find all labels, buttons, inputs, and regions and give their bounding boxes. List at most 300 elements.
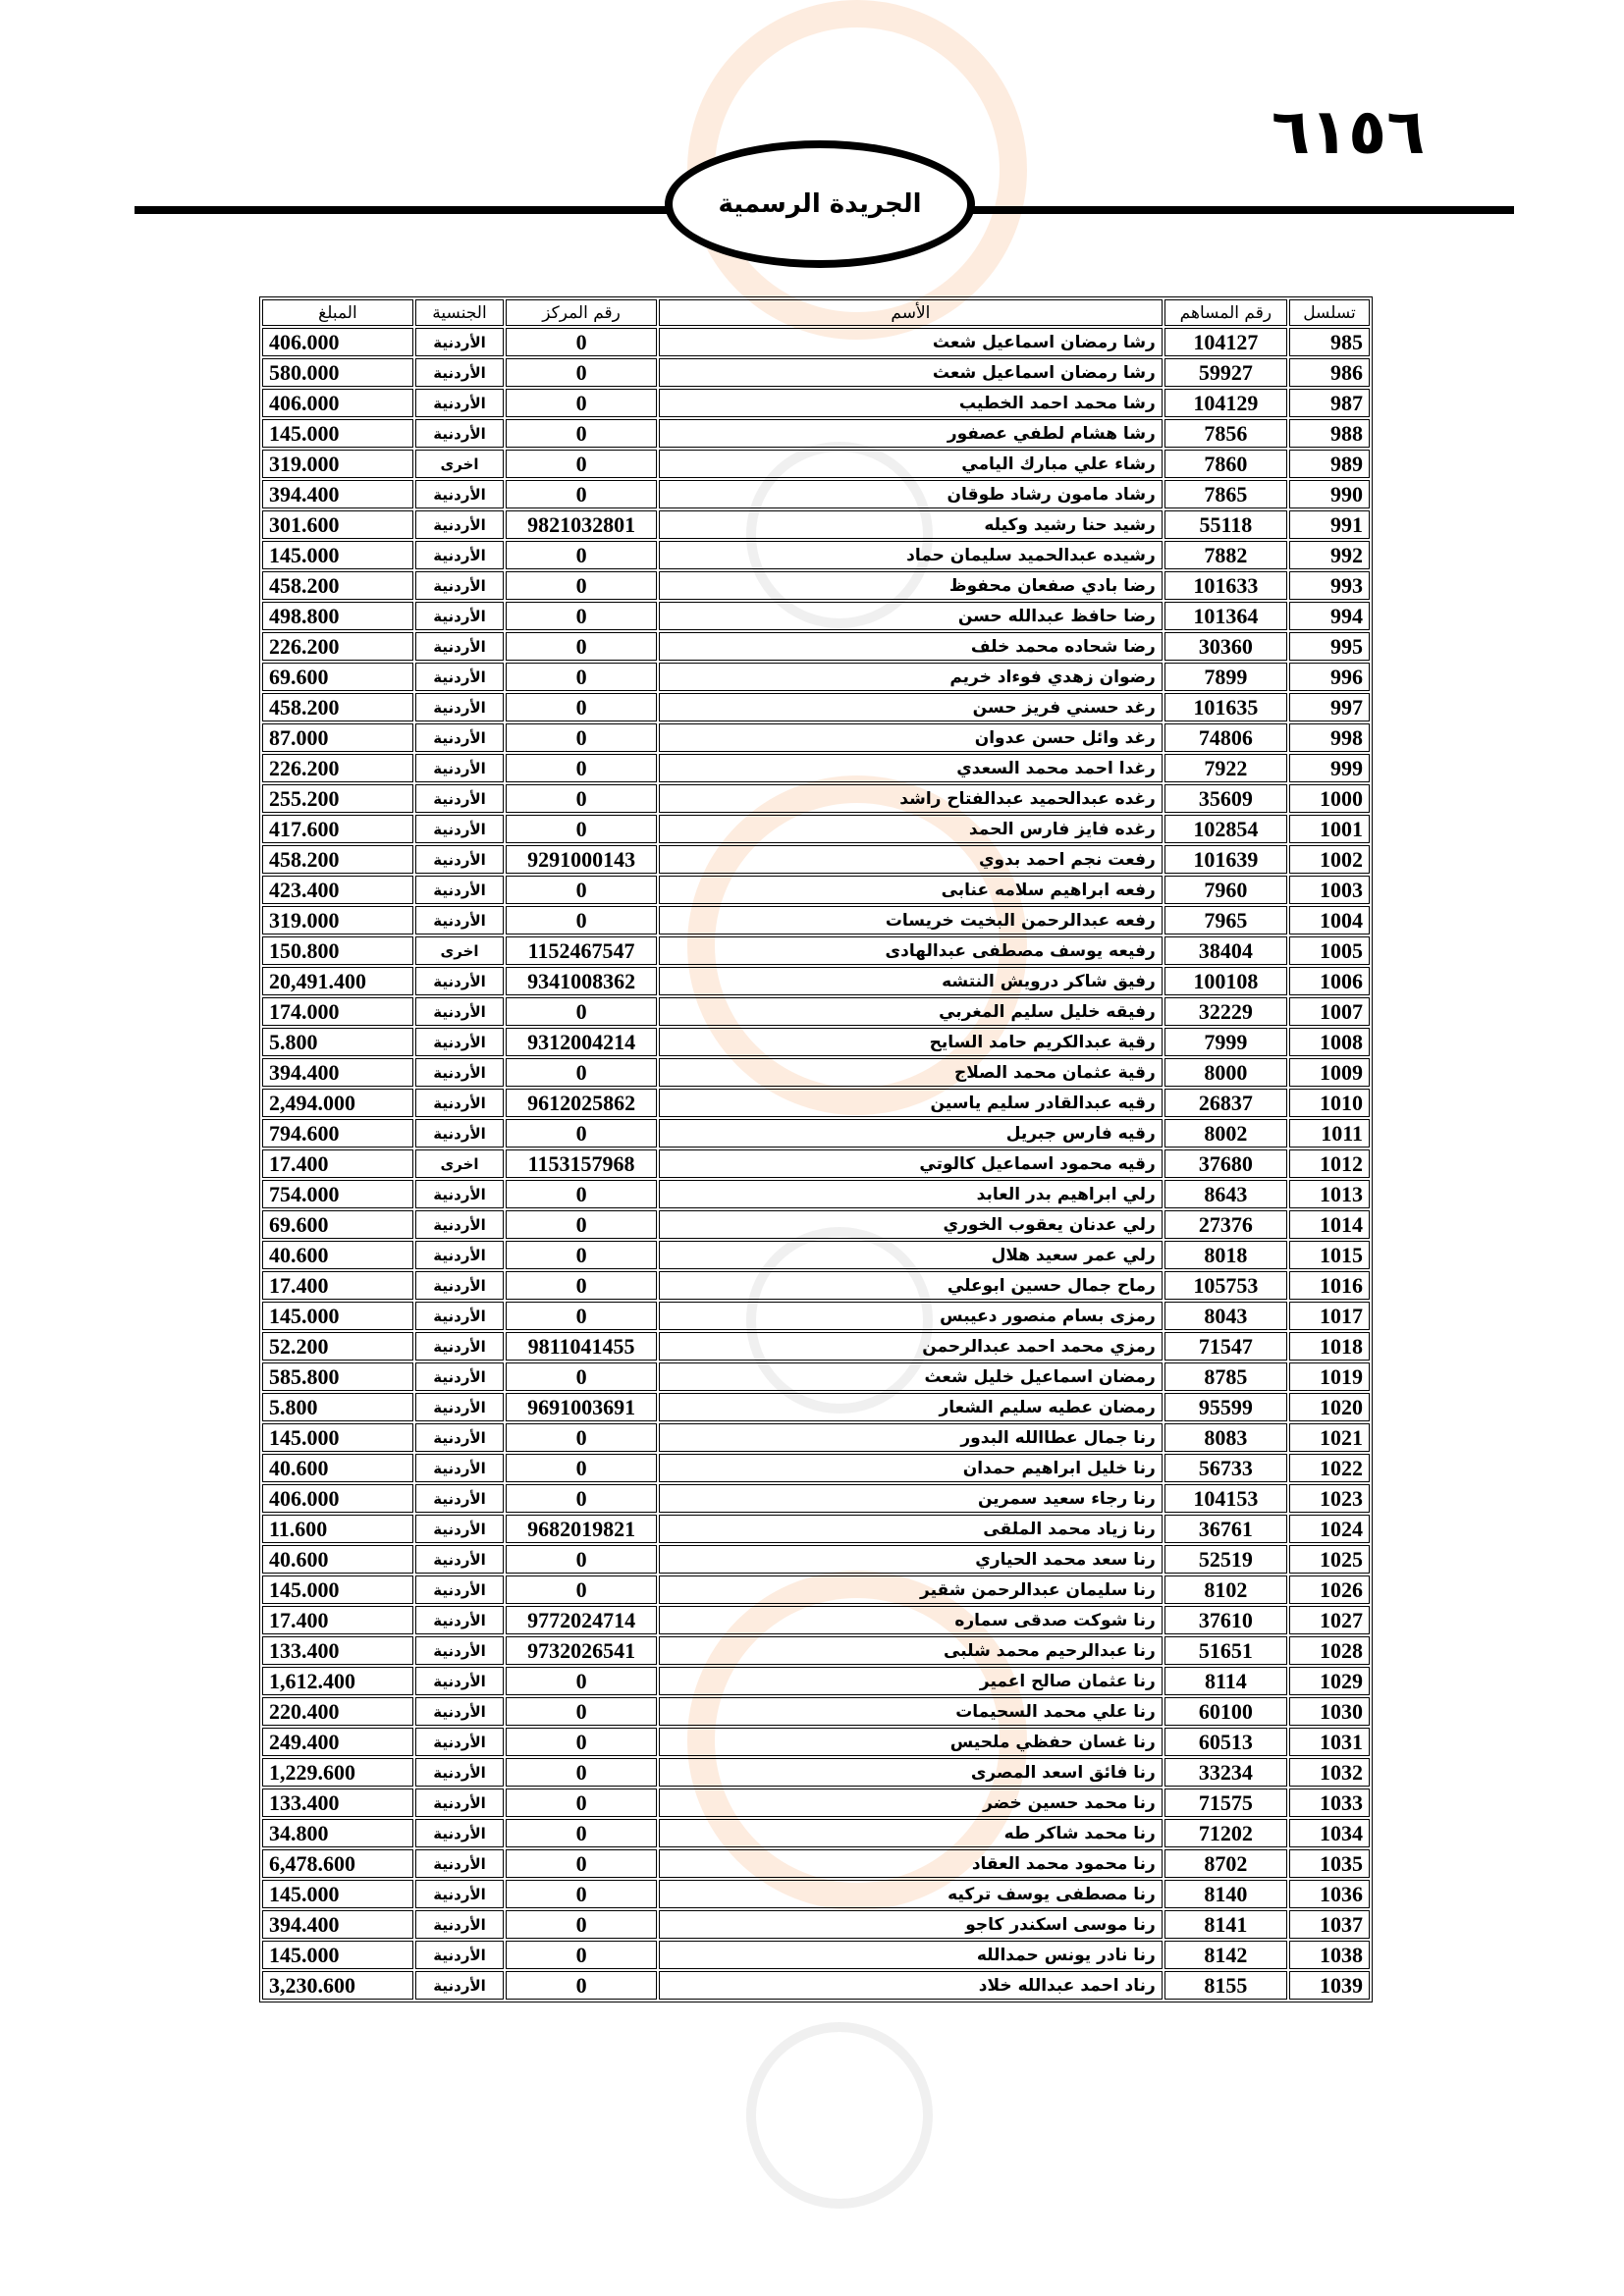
table-row	[262, 1575, 1370, 1604]
shareholder-number-cell: 7960	[1164, 876, 1287, 904]
name-cell: رناد احمد عبدالله خلاد	[659, 1971, 1163, 2000]
center-number-cell: 0	[506, 1302, 657, 1330]
shareholder-number-cell: 104127	[1164, 328, 1287, 356]
nationality-cell: الأردنية	[415, 632, 504, 661]
amount-cell: 40.600	[262, 1454, 413, 1482]
center-number-cell: 0	[506, 358, 657, 387]
shareholder-number-cell: 102854	[1164, 815, 1287, 843]
serial-cell: 1002	[1289, 845, 1370, 874]
center-number-cell: 9772024714	[506, 1606, 657, 1634]
serial-cell: 985	[1289, 328, 1370, 356]
name-cell: رضا حافظ عبدالله حسن	[659, 602, 1163, 630]
center-number-cell: 0	[506, 450, 657, 478]
shareholder-number-cell: 104153	[1164, 1484, 1287, 1513]
serial-cell: 1006	[1289, 967, 1370, 995]
amount-cell: 220.400	[262, 1697, 413, 1726]
amount-cell: 17.400	[262, 1271, 413, 1300]
nationality-cell: الأردنية	[415, 389, 504, 417]
nationality-cell: الأردنية	[415, 1667, 504, 1695]
serial-cell: 1015	[1289, 1241, 1370, 1269]
nationality-cell: الأردنية	[415, 754, 504, 782]
name-cell: رنا مصطفى يوسف تركيه	[659, 1880, 1163, 1908]
name-cell: رمضان اسماعيل خليل شعث	[659, 1362, 1163, 1391]
serial-cell: 986	[1289, 358, 1370, 387]
nationality-cell: الأردنية	[415, 480, 504, 508]
serial-cell: 992	[1289, 541, 1370, 569]
serial-cell: 1011	[1289, 1119, 1370, 1148]
table-row	[262, 1028, 1370, 1056]
name-cell: رفعه ابراهيم سلامه عنابى	[659, 876, 1163, 904]
shareholder-number-cell: 7922	[1164, 754, 1287, 782]
amount-cell: 145.000	[262, 1941, 413, 1969]
table-row	[262, 1149, 1370, 1178]
nationality-cell: الأردنية	[415, 845, 504, 874]
name-cell: رشيده عبدالحميد سليمان حماد	[659, 541, 1163, 569]
shareholder-number-cell: 71202	[1164, 1819, 1287, 1847]
shareholder-number-cell: 33234	[1164, 1758, 1287, 1787]
serial-cell: 1018	[1289, 1332, 1370, 1361]
table-row	[262, 1819, 1370, 1847]
amount-cell: 11.600	[262, 1515, 413, 1543]
shareholder-number-cell: 8142	[1164, 1941, 1287, 1969]
name-cell: رلي عمر سعيد هلال	[659, 1241, 1163, 1269]
center-number-cell: 9732026541	[506, 1636, 657, 1665]
shareholder-number-cell: 7865	[1164, 480, 1287, 508]
nationality-cell: الأردنية	[415, 328, 504, 356]
amount-cell: 145.000	[262, 541, 413, 569]
table-row	[262, 663, 1370, 691]
table-row	[262, 328, 1370, 356]
amount-cell: 458.200	[262, 571, 413, 600]
center-number-cell: 0	[506, 1880, 657, 1908]
name-cell: رلي عدنان يعقوب الخوري	[659, 1210, 1163, 1239]
serial-cell: 1029	[1289, 1667, 1370, 1695]
name-cell: رنا محمد حسين خضر	[659, 1789, 1163, 1817]
shareholders-table	[259, 296, 1373, 2002]
nationality-cell: الأردنية	[415, 784, 504, 813]
shareholder-number-cell: 101635	[1164, 693, 1287, 721]
table-row	[262, 754, 1370, 782]
serial-cell: 1026	[1289, 1575, 1370, 1604]
center-number-cell: 0	[506, 1667, 657, 1695]
table-row	[262, 1971, 1370, 2000]
center-number-cell: 9291000143	[506, 845, 657, 874]
name-cell: رغد حسني فريز حسن	[659, 693, 1163, 721]
table-row	[262, 1058, 1370, 1087]
center-number-cell: 0	[506, 1575, 657, 1604]
serial-cell: 1035	[1289, 1849, 1370, 1878]
nationality-cell: الأردنية	[415, 1362, 504, 1391]
shareholder-number-cell: 36761	[1164, 1515, 1287, 1543]
shareholder-number-cell: 7882	[1164, 541, 1287, 569]
name-cell: رفيق شاكر درويش النتشه	[659, 967, 1163, 995]
masthead-title: الجريدة الرسمية	[718, 189, 922, 219]
shareholder-number-cell: 35609	[1164, 784, 1287, 813]
amount-cell: 249.400	[262, 1728, 413, 1756]
serial-cell: 1012	[1289, 1149, 1370, 1178]
center-number-cell: 0	[506, 1484, 657, 1513]
shareholder-number-cell: 7965	[1164, 906, 1287, 934]
table-row	[262, 419, 1370, 448]
amount-cell: 255.200	[262, 784, 413, 813]
center-number-cell: 0	[506, 1545, 657, 1574]
nationality-cell: الأردنية	[415, 1210, 504, 1239]
shareholder-number-cell: 8083	[1164, 1423, 1287, 1452]
shareholder-number-cell: 8002	[1164, 1119, 1287, 1148]
nationality-cell: الأردنية	[415, 1423, 504, 1452]
amount-cell: 6,478.600	[262, 1849, 413, 1878]
name-cell: رقيه فارس جبريل	[659, 1119, 1163, 1148]
table-row	[262, 1758, 1370, 1787]
nationality-cell: الأردنية	[415, 906, 504, 934]
center-number-cell: 0	[506, 571, 657, 600]
table-row	[262, 1849, 1370, 1878]
nationality-cell: الأردنية	[415, 1575, 504, 1604]
shareholder-number-cell: 8702	[1164, 1849, 1287, 1878]
center-number-cell: 0	[506, 723, 657, 752]
shareholder-number-cell: 101633	[1164, 571, 1287, 600]
table-row	[262, 1180, 1370, 1208]
amount-cell: 145.000	[262, 1575, 413, 1604]
table-row	[262, 510, 1370, 539]
amount-cell: 87.000	[262, 723, 413, 752]
col-header-nationality: الجنسية	[415, 299, 504, 326]
table-row	[262, 1119, 1370, 1148]
shareholder-number-cell: 95599	[1164, 1393, 1287, 1421]
center-number-cell: 0	[506, 1728, 657, 1756]
nationality-cell: اخرى	[415, 1149, 504, 1178]
center-number-cell: 0	[506, 1454, 657, 1482]
table-row	[262, 1910, 1370, 1939]
nationality-cell: اخرى	[415, 450, 504, 478]
table-row	[262, 1515, 1370, 1543]
center-number-cell: 0	[506, 1180, 657, 1208]
shareholder-number-cell: 7999	[1164, 1028, 1287, 1056]
amount-cell: 5.800	[262, 1393, 413, 1421]
col-header-name: الأسم	[659, 299, 1163, 326]
nationality-cell: الأردنية	[415, 358, 504, 387]
nationality-cell: الأردنية	[415, 1849, 504, 1878]
shareholder-number-cell: 30360	[1164, 632, 1287, 661]
serial-cell: 1027	[1289, 1606, 1370, 1634]
nationality-cell: الأردنية	[415, 693, 504, 721]
amount-cell: 794.600	[262, 1119, 413, 1148]
amount-cell: 406.000	[262, 389, 413, 417]
table-row	[262, 784, 1370, 813]
serial-cell: 993	[1289, 571, 1370, 600]
shareholder-number-cell: 32229	[1164, 997, 1287, 1026]
table-row	[262, 480, 1370, 508]
amount-cell: 301.600	[262, 510, 413, 539]
nationality-cell: الأردنية	[415, 1789, 504, 1817]
center-number-cell: 0	[506, 389, 657, 417]
table-row	[262, 1697, 1370, 1726]
shareholder-number-cell: 100108	[1164, 967, 1287, 995]
shareholder-number-cell: 8140	[1164, 1880, 1287, 1908]
amount-cell: 754.000	[262, 1180, 413, 1208]
serial-cell: 1037	[1289, 1910, 1370, 1939]
serial-cell: 1024	[1289, 1515, 1370, 1543]
serial-cell: 1005	[1289, 936, 1370, 965]
name-cell: رغد وائل حسن عدوان	[659, 723, 1163, 752]
name-cell: رشاء علي مبارك اليامي	[659, 450, 1163, 478]
table-row	[262, 815, 1370, 843]
nationality-cell: الأردنية	[415, 1728, 504, 1756]
name-cell: رنا سعد محمد الحياري	[659, 1545, 1163, 1574]
center-number-cell: 0	[506, 1941, 657, 1969]
amount-cell: 17.400	[262, 1149, 413, 1178]
shareholder-number-cell: 8114	[1164, 1667, 1287, 1695]
name-cell: رغدا احمد محمد السعدي	[659, 754, 1163, 782]
name-cell: رضا شحاده محمد خلف	[659, 632, 1163, 661]
nationality-cell: الأردنية	[415, 419, 504, 448]
name-cell: رضا بادي صفعان محفوظ	[659, 571, 1163, 600]
shareholder-number-cell: 27376	[1164, 1210, 1287, 1239]
amount-cell: 145.000	[262, 1423, 413, 1452]
serial-cell: 998	[1289, 723, 1370, 752]
table-row	[262, 450, 1370, 478]
serial-cell: 988	[1289, 419, 1370, 448]
center-number-cell: 0	[506, 1241, 657, 1269]
amount-cell: 145.000	[262, 1302, 413, 1330]
serial-cell: 1013	[1289, 1180, 1370, 1208]
nationality-cell: الأردنية	[415, 1089, 504, 1117]
shareholder-number-cell: 52519	[1164, 1545, 1287, 1574]
center-number-cell: 0	[506, 754, 657, 782]
serial-cell: 1004	[1289, 906, 1370, 934]
table-row	[262, 389, 1370, 417]
nationality-cell: الأردنية	[415, 876, 504, 904]
col-header-shareholder-number: رقم المساهم	[1164, 299, 1287, 326]
nationality-cell: الأردنية	[415, 967, 504, 995]
table-row	[262, 358, 1370, 387]
serial-cell: 996	[1289, 663, 1370, 691]
center-number-cell: 0	[506, 906, 657, 934]
nationality-cell: الأردنية	[415, 1302, 504, 1330]
table-row	[262, 1271, 1370, 1300]
amount-cell: 145.000	[262, 419, 413, 448]
masthead-ellipse	[665, 140, 975, 268]
name-cell: رشا محمد احمد الخطيب	[659, 389, 1163, 417]
serial-cell: 1036	[1289, 1880, 1370, 1908]
table-row	[262, 1880, 1370, 1908]
serial-cell: 1022	[1289, 1454, 1370, 1482]
center-number-cell: 9612025862	[506, 1089, 657, 1117]
center-number-cell: 0	[506, 997, 657, 1026]
amount-cell: 226.200	[262, 754, 413, 782]
name-cell: رفيعه يوسف مصطفى عبدالهادى	[659, 936, 1163, 965]
serial-cell: 1001	[1289, 815, 1370, 843]
shareholder-number-cell: 7899	[1164, 663, 1287, 691]
serial-cell: 1031	[1289, 1728, 1370, 1756]
table-row	[262, 1332, 1370, 1361]
table-row	[262, 1728, 1370, 1756]
amount-cell: 2,494.000	[262, 1089, 413, 1117]
name-cell: رنا سليمان عبدالرحمن شقير	[659, 1575, 1163, 1604]
amount-cell: 394.400	[262, 1058, 413, 1087]
amount-cell: 69.600	[262, 663, 413, 691]
center-number-cell: 0	[506, 1362, 657, 1391]
name-cell: رشيد حنا رشيد وكيله	[659, 510, 1163, 539]
amount-cell: 406.000	[262, 328, 413, 356]
table-row	[262, 906, 1370, 934]
shareholder-number-cell: 74806	[1164, 723, 1287, 752]
serial-cell: 1003	[1289, 876, 1370, 904]
amount-cell: 585.800	[262, 1362, 413, 1391]
nationality-cell: الأردنية	[415, 1180, 504, 1208]
shareholder-number-cell: 37680	[1164, 1149, 1287, 1178]
nationality-cell: الأردنية	[415, 1545, 504, 1574]
center-number-cell: 0	[506, 1697, 657, 1726]
shareholder-number-cell: 8643	[1164, 1180, 1287, 1208]
amount-cell: 498.800	[262, 602, 413, 630]
serial-cell: 1025	[1289, 1545, 1370, 1574]
name-cell: رفعت نجم احمد بدوي	[659, 845, 1163, 874]
amount-cell: 133.400	[262, 1789, 413, 1817]
serial-cell: 1032	[1289, 1758, 1370, 1787]
center-number-cell: 0	[506, 328, 657, 356]
serial-cell: 1038	[1289, 1941, 1370, 1969]
amount-cell: 17.400	[262, 1606, 413, 1634]
name-cell: رنا عثمان صالح اعمير	[659, 1667, 1163, 1695]
shareholder-number-cell: 37610	[1164, 1606, 1287, 1634]
center-number-cell: 0	[506, 663, 657, 691]
nationality-cell: الأردنية	[415, 1819, 504, 1847]
nationality-cell: الأردنية	[415, 1393, 504, 1421]
name-cell: رنا محمود محمد العقاد	[659, 1849, 1163, 1878]
shareholder-number-cell: 38404	[1164, 936, 1287, 965]
amount-cell: 319.000	[262, 906, 413, 934]
serial-cell: 1007	[1289, 997, 1370, 1026]
amount-cell: 226.200	[262, 632, 413, 661]
center-number-cell: 9312004214	[506, 1028, 657, 1056]
name-cell: رشا رمضان اسماعيل شعث	[659, 358, 1163, 387]
serial-cell: 989	[1289, 450, 1370, 478]
nationality-cell: الأردنية	[415, 510, 504, 539]
center-number-cell: 0	[506, 1849, 657, 1878]
shareholder-number-cell: 71575	[1164, 1789, 1287, 1817]
amount-cell: 133.400	[262, 1636, 413, 1665]
table-row	[262, 876, 1370, 904]
name-cell: رشا رمضان اسماعيل شعث	[659, 328, 1163, 356]
shareholder-number-cell: 8000	[1164, 1058, 1287, 1087]
table-row	[262, 1362, 1370, 1391]
amount-cell: 40.600	[262, 1545, 413, 1574]
name-cell: رفيقه خليل سليم المغربي	[659, 997, 1163, 1026]
nationality-cell: الأردنية	[415, 1758, 504, 1787]
serial-cell: 999	[1289, 754, 1370, 782]
amount-cell: 458.200	[262, 693, 413, 721]
serial-cell: 997	[1289, 693, 1370, 721]
center-number-cell: 0	[506, 1119, 657, 1148]
nationality-cell: الأردنية	[415, 1332, 504, 1361]
shareholder-number-cell: 56733	[1164, 1454, 1287, 1482]
serial-cell: 1039	[1289, 1971, 1370, 2000]
name-cell: رضوان زهدي فوءاد خريم	[659, 663, 1163, 691]
page-number: ٦١٥٦	[1272, 96, 1426, 169]
table-row	[262, 1606, 1370, 1634]
amount-cell: 394.400	[262, 1910, 413, 1939]
serial-cell: 1023	[1289, 1484, 1370, 1513]
name-cell: رماح جمال حسين ابوعلي	[659, 1271, 1163, 1300]
nationality-cell: الأردنية	[415, 1058, 504, 1087]
amount-cell: 34.800	[262, 1819, 413, 1847]
nationality-cell: الأردنية	[415, 1606, 504, 1634]
center-number-cell: 0	[506, 1971, 657, 2000]
name-cell: رقيه محمود اسماعيل كالوتي	[659, 1149, 1163, 1178]
name-cell: رنا رجاء سعيد سمرين	[659, 1484, 1163, 1513]
shareholder-number-cell: 8102	[1164, 1575, 1287, 1604]
name-cell: رمزي محمد احمد عبدالرحمن	[659, 1332, 1163, 1361]
center-number-cell: 0	[506, 876, 657, 904]
nationality-cell: الأردنية	[415, 602, 504, 630]
center-number-cell: 0	[506, 480, 657, 508]
center-number-cell: 0	[506, 1910, 657, 1939]
serial-cell: 1028	[1289, 1636, 1370, 1665]
name-cell: رغده عبدالحميد عبدالفتاح راشد	[659, 784, 1163, 813]
center-number-cell: 0	[506, 693, 657, 721]
shareholder-number-cell: 8785	[1164, 1362, 1287, 1391]
table-row	[262, 1484, 1370, 1513]
amount-cell: 150.800	[262, 936, 413, 965]
shareholder-number-cell: 8043	[1164, 1302, 1287, 1330]
name-cell: رقية عبدالكريم حامد السايح	[659, 1028, 1163, 1056]
amount-cell: 3,230.600	[262, 1971, 413, 2000]
name-cell: رنا عبدالرحيم محمد شلبى	[659, 1636, 1163, 1665]
center-number-cell: 0	[506, 1058, 657, 1087]
shareholder-number-cell: 7860	[1164, 450, 1287, 478]
table-header-row	[262, 299, 1370, 326]
center-number-cell: 0	[506, 1423, 657, 1452]
shareholder-number-cell: 55118	[1164, 510, 1287, 539]
amount-cell: 319.000	[262, 450, 413, 478]
center-number-cell: 0	[506, 1758, 657, 1787]
center-number-cell: 0	[506, 784, 657, 813]
table-row	[262, 541, 1370, 569]
table-row	[262, 967, 1370, 995]
name-cell: رنا نادر يونس حمدالله	[659, 1941, 1163, 1969]
col-header-amount: المبلغ	[262, 299, 413, 326]
table-row	[262, 1636, 1370, 1665]
serial-cell: 1017	[1289, 1302, 1370, 1330]
shareholder-number-cell: 8141	[1164, 1910, 1287, 1939]
shareholder-number-cell: 60100	[1164, 1697, 1287, 1726]
nationality-cell: الأردنية	[415, 1697, 504, 1726]
serial-cell: 1010	[1289, 1089, 1370, 1117]
amount-cell: 52.200	[262, 1332, 413, 1361]
serial-cell: 990	[1289, 480, 1370, 508]
name-cell: رقية عثمان محمد الصلاج	[659, 1058, 1163, 1087]
table-row	[262, 693, 1370, 721]
name-cell: رقيه عبدالقادر سليم ياسين	[659, 1089, 1163, 1117]
table-row	[262, 602, 1370, 630]
center-number-cell: 1153157968	[506, 1149, 657, 1178]
table-row	[262, 571, 1370, 600]
name-cell: رفعه عبدالرحمن البخيت خريسات	[659, 906, 1163, 934]
name-cell: رشا هشام لطفي عصفور	[659, 419, 1163, 448]
serial-cell: 987	[1289, 389, 1370, 417]
table-row	[262, 1210, 1370, 1239]
col-header-center-number: رقم المركز	[506, 299, 657, 326]
serial-cell: 991	[1289, 510, 1370, 539]
table-row	[262, 1089, 1370, 1117]
nationality-cell: الأردنية	[415, 997, 504, 1026]
nationality-cell: الأردنية	[415, 1484, 504, 1513]
serial-cell: 1020	[1289, 1393, 1370, 1421]
table-row	[262, 1454, 1370, 1482]
table-row	[262, 632, 1370, 661]
table-row	[262, 1545, 1370, 1574]
